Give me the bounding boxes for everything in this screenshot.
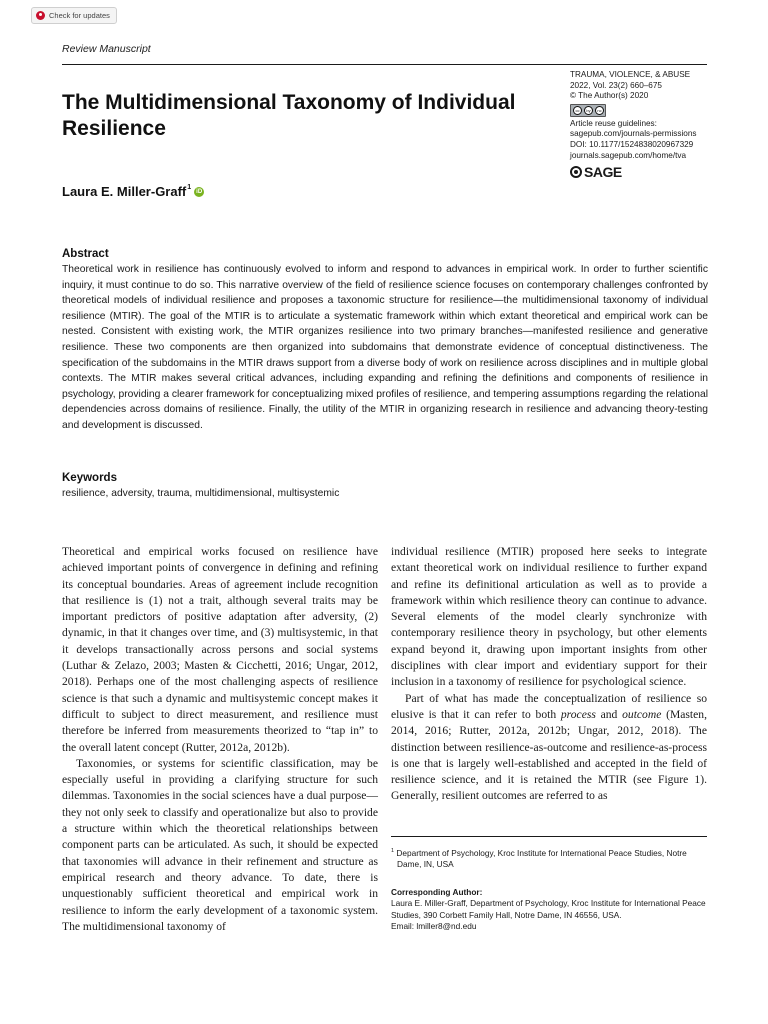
- cc-nc-icon: nc: [595, 106, 604, 115]
- update-icon: [36, 11, 45, 20]
- sage-logo-text: SAGE: [584, 163, 622, 180]
- copyright: © The Author(s) 2020: [570, 91, 649, 101]
- journal-citation: 2022, Vol. 23(2) 660–675: [570, 80, 662, 90]
- emphasis-process: process: [560, 707, 596, 721]
- reuse-link[interactable]: sagepub.com/journals-permissions: [570, 129, 697, 139]
- check-for-updates-label: Check for updates: [49, 11, 110, 20]
- sage-logo: [570, 163, 720, 180]
- abstract-text: Theoretical work in resilience has continuously evolved to inform and respond to advances in empirical work. In order to further scientific inquiry, it must continue to do so. This narrative overview of the field of resilience science focuses on contemporary challenges confronted by theoretical models of individual resilience and proposes a taxonomic structure for resilience—the multidimensional taxonomy of individual resilience (MTIR). The goal of the MTIR is to articulate a systematic framework within which extant theoretical and empirical work can be nested. Consistent with existing work, the MTIR organizes resilience into two primary branches—manifested resilience and generative resilience. These two components are then organized into subdomains that demonstrate evidence of conceptual distinctiveness. The specification of the subdomains in the MTIR draws support from a diverse body of work on resilience across disciplines and in multiple global contexts. The MTIR makes several critical advances, including expanding and refining the definitions and components of resilience in psychology, providing a clearer framework for conceptualizing mixed profiles of resilience, and tempering assumptions regarding the relational dependencies across domains of resilience. Finally, the utility of the MTIR in organizing research in resilience and advancing theory-testing and development is discussed.: [62, 264, 708, 431]
- corresponding-author-email[interactable]: Email: lmiller8@nd.edu: [391, 921, 477, 932]
- keywords-heading: Keywords: [62, 472, 117, 484]
- emphasis-outcome: outcome: [622, 707, 662, 721]
- journal-info: [570, 70, 720, 178]
- body-paragraph: [391, 691, 707, 805]
- affiliation-text: Department of Psychology, Kroc Institute for International Peace Studies, Notre Dame, IN, USA: [396, 847, 687, 870]
- author-line: [62, 184, 204, 199]
- manuscript-type: Review Manuscript: [62, 43, 151, 55]
- journal-link[interactable]: journals.sagepub.com/home/tva: [570, 150, 687, 160]
- corresponding-author-heading: Corresponding Author:: [391, 886, 483, 897]
- body-text: (Masten, 2014, 2016; Rutter, 2012a, 2012b; Ungar, 2012, 2018). The distinction between resilience-as-outcome and resilience-as-process is one that is largely well-established and accepted in the field of resilience science, and it is retained the MTIR (see Figure 1). Generally, resilient outcomes are referred to as: [391, 707, 707, 803]
- abstract-heading: Abstract: [62, 248, 109, 260]
- check-for-updates-badge[interactable]: [31, 7, 117, 24]
- footnotes: [391, 846, 709, 933]
- body-column-left: [62, 544, 378, 935]
- body-column-right: [391, 544, 707, 805]
- body-paragraph: Taxonomies, or systems for scientific classification, may be especially useful in providing a clarifying structure for such dilemmas. Taxonomies in the social sciences have a dual purpose—they not only seek to classify and operationalize but also to provide a structure within which the theoretical relationships between component parts can be articulated. As such, it should be expected that taxonomies will advance in their refinement and structure as empirical research and theory advance. To date, there is unquestionably sufficient theoretical and empirical work in resilience to inform the early development of a taxonomic system. The multidimensional taxonomy of: [62, 756, 378, 933]
- cc-icon: cc: [573, 106, 582, 115]
- author-affiliation-sup: 1: [187, 184, 192, 191]
- header-rule: [62, 64, 707, 65]
- creative-commons-icon[interactable]: [570, 104, 606, 117]
- keywords-text: resilience, adversity, trauma, multidimensional, multisystemic: [62, 488, 340, 499]
- footnote-rule: [391, 836, 707, 837]
- body-paragraph: Theoretical and empirical works focused on resilience have achieved important points of convergence in defining and refining its conceptual boundaries. Areas of agreement include recognition that resilience is (1) not a trait, although several traits may be important predictors of positive adaptation after adversity, (2) dynamic, in that it changes over time, and (3) multisystemic, in that it develops transactionally across persons and social systems (Luthar & Zelazo, 2003; Masten & Cicchetti, 2016; Ungar, 2012, 2018). Perhaps one of the most challenging aspects of resilience science is that such a dynamic and multisystemic concept makes it difficult to subject to direct measurement, and resilience must therefore be inferred from measurements theorized to “tap in” to the overall latent concept (Rutter, 2012a, 2012b).: [62, 545, 378, 754]
- keywords-section: [62, 472, 708, 501]
- author-name: Laura E. Miller-Graff: [62, 184, 187, 199]
- doi[interactable]: DOI: 10.1177/1524838020967329: [570, 139, 694, 149]
- body-paragraph: individual resilience (MTIR) proposed here seeks to integrate extant theoretical work on individual resilience to further expand and refine its definitional articulation as well as to provide a framework within which resilience theory can continue to advance. Several elements of the model clearly synchronize with contemporary resilience theory in psychology, but other elements expand beyond it, drawing upon important insights from other disciplines with clear import and evidentiary support for their inclusion in a taxonomy of resilience for psychological science.: [391, 545, 707, 689]
- affiliation-footnote: [391, 846, 709, 871]
- abstract-section: [62, 248, 708, 434]
- body-text: Part of what has made the conceptualization of resilience so elusive is that it can refer to both: [391, 691, 707, 721]
- cc-by-icon: by: [584, 106, 593, 115]
- orcid-icon[interactable]: iD: [196, 189, 203, 195]
- reuse-label: Article reuse guidelines:: [570, 118, 657, 128]
- article-title: The Multidimensional Taxonomy of Individual Resilience: [62, 91, 516, 140]
- corresponding-author-text: Laura E. Miller-Graff, Department of Psychology, Kroc Institute for International Peace Studies, 390 Corbett Family Hall, Notre Dame, IN 46556, USA.: [391, 898, 706, 920]
- sage-logo-icon: [570, 166, 582, 178]
- journal-name: TRAUMA, VIOLENCE, & ABUSE: [570, 70, 691, 79]
- affiliation-sup: 1: [391, 848, 395, 854]
- body-text: and: [595, 707, 623, 721]
